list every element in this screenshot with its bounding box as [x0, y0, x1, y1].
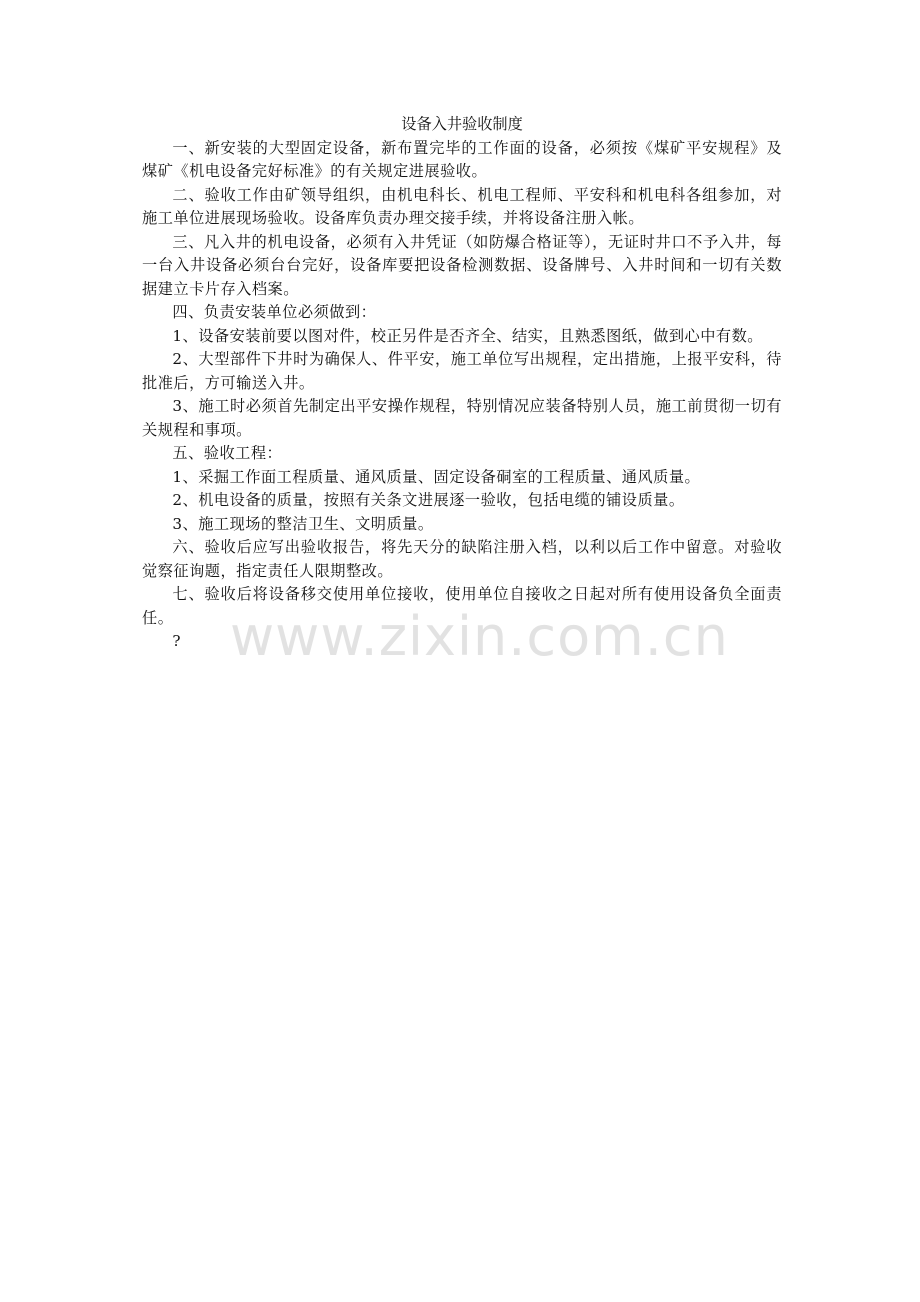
paragraph-7: 七、验收后将设备移交使用单位接收，使用单位自接收之日起对所有使用设备负全面责任。 [142, 585, 782, 627]
paragraph-4: 四、负责安装单位必须做到： [172, 303, 377, 321]
paragraph-2: 二、验收工作由矿领导组织，由机电科长、机电工程师、平安科和机电科各组参加，对施工单位进展现场验收。设备库负责办理交接手续，并将设备注册入帐。 [142, 185, 782, 227]
paragraph-5-item-1: 1、采掘工作面工程质量、通风质量、固定设备硐室的工程质量、通风质量。 [172, 467, 701, 486]
watermark: www.zixin.com.cn [230, 605, 729, 668]
paragraph-6: 六、验收后应写出验收报告，将先天分的缺陷注册入档，以利以后工作中留意。对验收觉察征询题，指定责任人限期整改。 [142, 538, 782, 580]
document-page [142, 113, 782, 654]
paragraph-5-item-3: 3、施工现场的整洁卫生、文明质量。 [172, 514, 434, 533]
paragraph-3: 三、凡入井的机电设备，必须有入井凭证（如防爆合格证等），无证时井口不予入井，每一台入井设备必须台台完好，设备库要把设备检测数据、设备牌号、入井时间和一切有关数据建立卡片存入档案。 [142, 232, 782, 298]
paragraph-5: 五、验收工程： [172, 444, 283, 462]
paragraph-5-item-2: 2、机电设备的质量，按照有关条文进展逐一验收，包括电缆的铺设质量。 [172, 491, 685, 509]
document-title: 设备入井验收制度 [401, 115, 523, 133]
paragraph-4-item-2: 2、大型部件下井时为确保人、件平安，施工单位写出规程，定出措施，上报平安科，待批准后，方可输送入井。 [142, 350, 782, 392]
paragraph-1: 一、新安装的大型固定设备，新布置完毕的工作面的设备，必须按《煤矿平安规程》及煤矿《机电设备完好标准》的有关规定进展验收。 [142, 138, 782, 180]
paragraph-4-item-1: 1、设备安装前要以图对件，校正另件是否齐全、结实，且熟悉图纸，做到心中有数。 [172, 326, 763, 345]
trailing-mark: ? [172, 632, 182, 650]
paragraph-4-item-3: 3、施工时必须首先制定出平安操作规程，特别情况应装备特别人员，施工前贯彻一切有关规程和事项。 [142, 397, 782, 439]
